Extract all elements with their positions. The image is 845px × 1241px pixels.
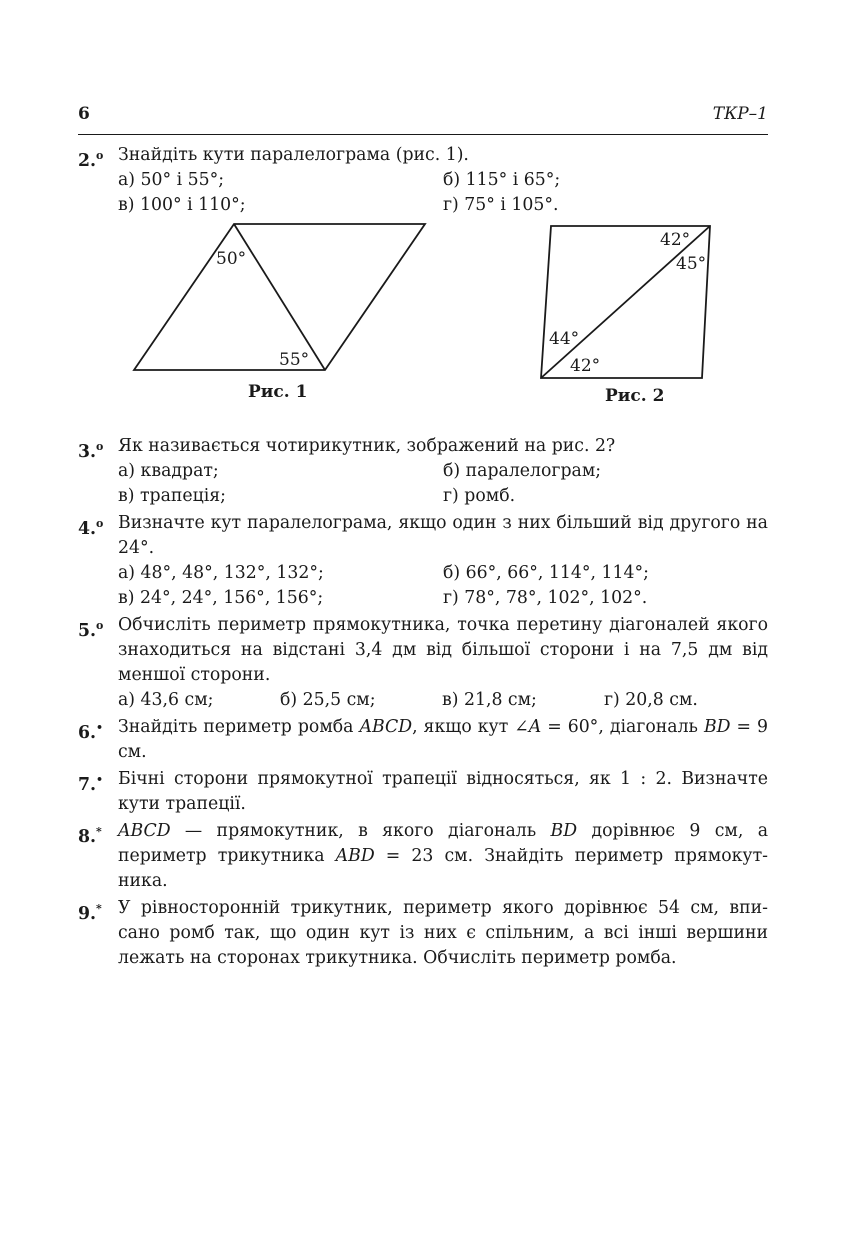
task-number: 3.$^о$ — [78, 440, 104, 462]
option-c: в) 24°, 24°, 156°, 156°; — [118, 588, 324, 608]
task-6 — [78, 715, 768, 765]
task-number: 5.$^о$ — [78, 619, 104, 641]
task-question: Знайдіть кути паралелограма (рис. 1). — [118, 145, 469, 165]
answer-options — [118, 561, 768, 611]
fig1-angle-top: 50° — [216, 249, 247, 269]
task-question: Обчисліть периметр прямокутника, точка перетину діагоналей якого знаходиться на відстані 3,4 дм від більшої сторони і на 7,5 дм від меншої сторони. — [118, 615, 768, 685]
option-c: в) трапеція; — [118, 486, 226, 506]
option-a: а) квадрат; — [118, 461, 219, 481]
option-d: г) ромб. — [443, 486, 516, 506]
figure-1-parallelogram — [134, 224, 425, 370]
task-7 — [78, 767, 768, 817]
option-d: г) 20,8 см. — [604, 690, 698, 710]
task-5 — [78, 613, 768, 713]
figure-1-caption: Рис. 1 — [248, 382, 308, 402]
task-number: 9.* — [78, 902, 102, 924]
option-b: б) 66°, 66°, 114°, 114°; — [443, 563, 649, 583]
page-number: 6 — [78, 104, 90, 124]
figure-2-caption: Рис. 2 — [605, 386, 665, 406]
page — [78, 104, 768, 971]
fig1-angle-bottom: 55° — [279, 350, 310, 370]
task-question: Бічні сторони прямокутної трапеції відносяться, як 1 : 2. Визначте кути трапеції. — [118, 769, 768, 814]
task-question: Знайдіть периметр ромба ABCD, якщо кут ∠A = 60°, діагональ BD = 9 см. — [118, 717, 768, 762]
task-number: 4.$^о$ — [78, 517, 104, 539]
task-number: 2.$^о$ — [78, 149, 104, 171]
option-d: г) 78°, 78°, 102°, 102°. — [443, 588, 648, 608]
option-b: б) 115° і 65°; — [443, 170, 561, 190]
task-2 — [78, 143, 768, 218]
task-4 — [78, 511, 768, 611]
task-question: Визначте кут паралелограма, якщо один з них більший від другого на 24°. — [118, 513, 768, 558]
option-d: г) 75° і 105°. — [443, 195, 559, 215]
page-header — [78, 104, 768, 135]
option-a: а) 50° і 55°; — [118, 170, 225, 190]
task-8 — [78, 819, 768, 894]
figures — [78, 218, 768, 432]
fig2-angle-bottom-2: 42° — [570, 356, 601, 376]
option-c: в) 21,8 см; — [442, 690, 537, 710]
test-code: ТКР–1 — [712, 104, 768, 124]
task-3 — [78, 434, 768, 509]
task-number: 6.• — [78, 721, 104, 743]
fig2-angle-bottom-1: 44° — [549, 329, 580, 349]
task-question: ABCD — прямокутник, в якого діагональ BD дорівнює 9 см, а периметр трикутника ABD = 23 см. Знайдіть периметр прямокут-ника. — [118, 821, 768, 891]
answer-options — [118, 168, 768, 218]
option-b: б) паралелограм; — [443, 461, 602, 481]
answer-options — [118, 459, 768, 509]
answer-options — [118, 688, 768, 713]
task-question: У рівносторонній трикутник, периметр якого дорівнює 54 см, впи-сано ромб так, що один кут із них є спільним, а всі інші вершини лежать на сторонах трикутника. Обчисліть периметр ромба. — [118, 898, 768, 968]
task-question: Як називається чотирикутник, зображений на рис. 2? — [118, 436, 616, 456]
figures-drawing — [78, 218, 768, 432]
task-number: 7.• — [78, 773, 104, 795]
task-number: 8.* — [78, 825, 102, 847]
task-9 — [78, 896, 768, 971]
option-b: б) 25,5 см; — [280, 690, 376, 710]
option-c: в) 100° і 110°; — [118, 195, 246, 215]
option-a: а) 48°, 48°, 132°, 132°; — [118, 563, 324, 583]
fig2-angle-top-2: 45° — [676, 254, 707, 274]
fig2-angle-top-1: 42° — [660, 230, 691, 250]
option-a: а) 43,6 см; — [118, 690, 214, 710]
